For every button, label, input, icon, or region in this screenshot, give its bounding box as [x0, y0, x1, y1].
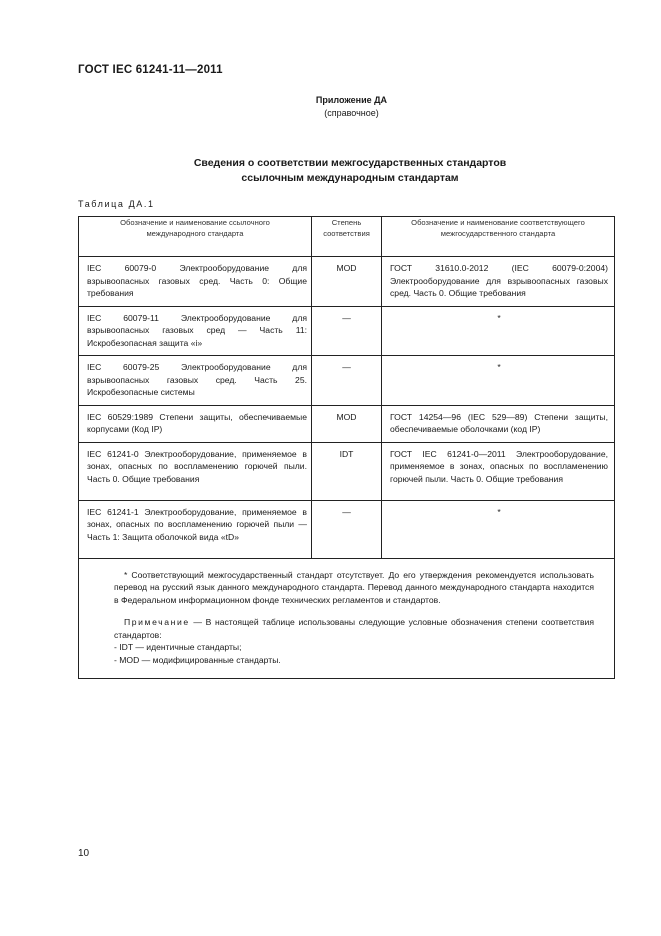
- table-row: [79, 442, 615, 500]
- legend-item: - MOD — модифицированные стандарты.: [114, 654, 281, 665]
- footnote-text: * Соответствующий межгосударственный стандарт отсутствует. До его утверждения рекомендуется использовать перевод на русский язык данного международного стандарта. Перевод данного международного стандарта находится в Федеральном информационном фонде технических регламентов и стандартов.: [114, 569, 594, 605]
- note-text: — В настоящей таблице использованы следующие условные обозначения степени соответствия стандартов:: [114, 617, 594, 640]
- table-row: [79, 405, 615, 442]
- cell-degree: —: [312, 306, 382, 356]
- cell-degree: IDT: [312, 442, 382, 500]
- cell-international: IEC 61241-0 Электрооборудование, применяемое в зонах, опасных по воспламенению горючей пыли. Часть 0. Общие требования: [79, 442, 312, 500]
- cell-national: *: [382, 500, 615, 558]
- table-row: [79, 500, 615, 558]
- section-title-line2: ссылочным международным стандартам: [241, 172, 459, 184]
- section-title: [40, 156, 660, 186]
- cell-degree: MOD: [312, 257, 382, 307]
- cell-national: ГОСТ IEC 61241-0—2011 Электрооборудование, применяемое в зонах, опасных по воспламенению горючей пыли. Часть 0. Общие требования: [382, 442, 615, 500]
- table-header-row: [79, 217, 615, 257]
- table-row: [79, 356, 615, 406]
- header-cell-degree: Степень соответствия: [312, 217, 382, 257]
- cell-international: IEC 60529:1989 Степени защиты, обеспечиваемые корпусами (Код IP): [79, 405, 312, 442]
- cell-international: IEC 60079-0 Электрооборудование для взрывоопасных газовых сред. Часть 0: Общие требования: [79, 257, 312, 307]
- cell-national: ГОСТ 31610.0-2012 (IEC 60079-0:2004) Электрооборудование для взрывоопасных газовых сред. Часть 0. Общие требования: [382, 257, 615, 307]
- cell-degree: —: [312, 356, 382, 406]
- cell-national: ГОСТ 14254—96 (IEC 529—89) Степени защиты, обеспечиваемые оболочками (код IP): [382, 405, 615, 442]
- table-row: [79, 306, 615, 356]
- correspondence-table: [78, 216, 615, 679]
- table-caption: Таблица ДА.1: [78, 199, 155, 209]
- section-title-line1: Сведения о соответствии межгосударственных стандартов: [193, 157, 507, 169]
- cell-degree: MOD: [312, 405, 382, 442]
- cell-national: *: [382, 306, 615, 356]
- table-footnotes: [79, 558, 615, 679]
- cell-international: IEC 60079-25 Электрооборудование для взрывоопасных газовых сред. Часть 25. Искробезопасные системы: [79, 356, 312, 406]
- legend-item: - IDT — идентичные стандарты;: [114, 642, 242, 652]
- cell-international: IEC 60079-11 Электрооборудование для взрывоопасных газовых сред — Часть 11: Искробезопасная защита «i»: [79, 306, 312, 356]
- header-cell-international: Обозначение и наименование ссылочного международного стандарта: [79, 217, 312, 257]
- annex-subtitle: (справочное): [324, 108, 379, 118]
- document-header: ГОСТ IEC 61241-11—2011: [78, 64, 223, 76]
- annex-title: Приложение ДА: [315, 95, 388, 105]
- header-cell-national: Обозначение и наименование соответствующего межгосударственного стандарта: [382, 217, 615, 257]
- table-note: [114, 616, 594, 641]
- cell-international: IEC 61241-1 Электрооборудование, применяемое в зонах, опасных по воспламенению горючей пыли — Часть 1: Защита оболочкой вида «tD»: [79, 500, 312, 558]
- page-number: 10: [78, 848, 90, 859]
- note-label: Примечание: [124, 617, 190, 627]
- table-row: [79, 257, 615, 307]
- cell-national: *: [382, 356, 615, 406]
- table-footer-row: [79, 558, 615, 679]
- cell-degree: —: [312, 500, 382, 558]
